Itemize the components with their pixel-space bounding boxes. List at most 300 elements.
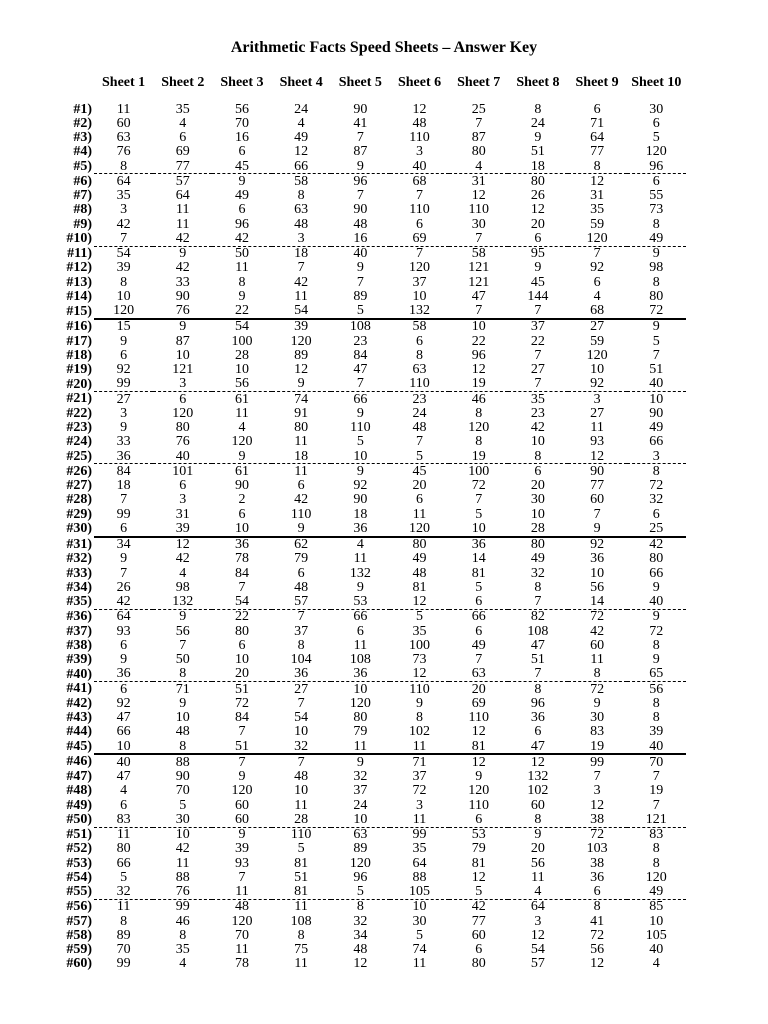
answer-cell: 30 <box>530 492 545 507</box>
answer-cell: 77 <box>471 914 486 929</box>
answer-cell: 8 <box>475 434 483 449</box>
answer-cell: 6 <box>593 275 601 290</box>
answer-cell: 42 <box>153 231 212 246</box>
answer-cell: 10 <box>94 739 153 754</box>
answer-cell: 93 <box>116 624 131 639</box>
table-row <box>58 102 686 116</box>
answer-cell: 12 <box>590 173 605 189</box>
answer-cell: 31 <box>590 188 605 203</box>
answer-cell: 20 <box>212 667 271 682</box>
answer-cell: 12 <box>353 956 368 971</box>
answer-cell: 8 <box>297 928 305 943</box>
answer-cell: 9 <box>475 769 483 784</box>
table-row <box>58 174 686 189</box>
answer-cell: 121 <box>172 362 194 377</box>
answer-cell: 36 <box>590 870 605 885</box>
answer-cell: 9 <box>652 652 660 667</box>
answer-cell: 57 <box>530 956 545 971</box>
answer-cell: 7 <box>238 724 246 739</box>
answer-cell: 12 <box>471 724 486 739</box>
row-label: #55) <box>66 884 92 900</box>
row-label: #22) <box>66 406 92 421</box>
table-row <box>58 914 686 928</box>
answer-cell: 54 <box>530 942 545 957</box>
answer-cell: 30 <box>471 217 486 232</box>
answer-cell: 6 <box>120 681 128 697</box>
answer-cell: 25 <box>471 102 486 117</box>
answer-cell: 71 <box>175 681 190 697</box>
row-label: #57) <box>66 914 92 929</box>
answer-cell: 8 <box>120 275 128 290</box>
answer-cell: 11 <box>176 217 190 232</box>
answer-cell: 6 <box>508 231 567 246</box>
answer-cell: 53 <box>331 595 390 610</box>
answer-cell: 12 <box>390 595 449 610</box>
table-row <box>58 159 686 174</box>
row-label: #6) <box>73 173 92 189</box>
answer-cell: 105 <box>645 928 667 943</box>
row-label: #24) <box>66 434 92 449</box>
answer-cell: 32 <box>649 492 664 507</box>
answer-cell: 64 <box>530 899 545 914</box>
answer-cell: 50 <box>175 652 190 667</box>
answer-cell: 10 <box>175 827 190 842</box>
answer-cell: 9 <box>652 580 660 595</box>
row-label: #16) <box>66 318 92 334</box>
answer-cell: 47 <box>116 769 131 784</box>
answer-cell: 22 <box>212 304 271 319</box>
answer-cell: 4 <box>238 420 246 435</box>
answer-cell: 4 <box>593 289 601 304</box>
answer-cell: 66 <box>116 856 131 871</box>
answer-cell: 34 <box>353 928 368 943</box>
answer-cell: 10 <box>331 812 390 827</box>
answer-cell: 47 <box>508 739 567 754</box>
answer-cell: 77 <box>590 478 605 493</box>
row-label: #59) <box>66 942 92 957</box>
answer-cell: 7 <box>508 377 567 392</box>
answer-cell: 7 <box>297 609 305 624</box>
answer-cell: 96 <box>353 870 368 885</box>
answer-cell: 11 <box>235 942 249 957</box>
header-row <box>58 72 686 94</box>
page-title: Arithmetic Facts Speed Sheets – Answer Key <box>230 39 538 56</box>
answer-cell: 12 <box>590 798 605 813</box>
answer-cell: 30 <box>153 812 212 827</box>
answer-cell: 54 <box>272 304 331 319</box>
table-row <box>58 739 686 754</box>
table-row <box>58 464 686 479</box>
answer-cell: 92 <box>590 260 605 275</box>
row-label: #12) <box>66 260 92 275</box>
answer-cell: 10 <box>175 710 190 725</box>
answer-cell: 10 <box>530 507 545 522</box>
answer-cell: 120 <box>94 304 153 319</box>
answer-cell: 96 <box>353 173 368 189</box>
answer-cell: 6 <box>416 217 424 232</box>
answer-cell: 9 <box>120 652 128 667</box>
row-label: #54) <box>66 870 92 885</box>
answer-cell: 110 <box>390 377 449 392</box>
row-label: #7) <box>73 188 92 203</box>
table-row <box>58 392 686 407</box>
answer-cell: 65 <box>627 667 686 682</box>
answer-cell: 6 <box>179 130 187 145</box>
answer-cell: 54 <box>294 710 309 725</box>
answer-cell: 6 <box>238 144 246 159</box>
answer-cell: 22 <box>234 609 249 624</box>
answer-cell: 79 <box>294 551 309 566</box>
answer-cell: 30 <box>412 914 427 929</box>
row-label: #52) <box>66 841 92 856</box>
answer-cell: 9 <box>652 246 660 261</box>
answer-cell: 24 <box>294 102 309 117</box>
answer-cell: 7 <box>297 260 305 275</box>
answer-cell: 45 <box>212 159 271 174</box>
answer-cell: 6 <box>449 595 508 610</box>
answer-cell: 51 <box>649 362 664 377</box>
answer-cell: 9 <box>593 696 601 711</box>
answer-cell: 6 <box>120 638 128 653</box>
answer-cell: 23 <box>353 334 368 349</box>
answer-cell: 6 <box>356 624 364 639</box>
answer-cell: 64 <box>412 856 427 871</box>
table-row <box>58 377 686 392</box>
table-row <box>58 334 686 348</box>
answer-cell: 5 <box>120 870 128 885</box>
answer-cell: 11 <box>294 463 308 479</box>
answer-cell: 66 <box>353 391 368 407</box>
answer-cell: 10 <box>590 362 605 377</box>
answer-cell: 72 <box>590 681 605 697</box>
answer-cell: 81 <box>272 885 331 900</box>
answer-cell: 49 <box>294 130 309 145</box>
answer-cell: 12 <box>471 188 486 203</box>
row-label-header <box>58 72 94 94</box>
answer-cell: 120 <box>349 856 371 871</box>
answer-cell: 79 <box>471 841 486 856</box>
answer-cell: 19 <box>449 449 508 464</box>
answer-cell: 10 <box>412 289 427 304</box>
answer-cell: 7 <box>238 580 246 595</box>
table-row <box>58 421 686 435</box>
answer-cell: 27 <box>590 406 605 421</box>
answer-cell: 3 <box>120 406 128 421</box>
answer-cell: 6 <box>238 638 246 653</box>
answer-cell: 8 <box>94 159 153 174</box>
answer-cell: 12 <box>530 754 545 770</box>
answer-cell: 49 <box>649 420 664 435</box>
answer-cell: 9 <box>179 696 187 711</box>
answer-cell: 55 <box>649 188 664 203</box>
answer-cell: 48 <box>175 724 190 739</box>
answer-cell: 10 <box>649 914 664 929</box>
answer-cell: 8 <box>652 638 660 653</box>
table-row <box>58 521 686 536</box>
answer-cell: 42 <box>116 217 131 232</box>
answer-cell: 5 <box>449 885 508 900</box>
answer-cell: 58 <box>471 246 486 261</box>
answer-cell: 40 <box>153 449 212 464</box>
table-row <box>58 609 686 624</box>
sheet-header: Sheet 1 <box>102 75 146 90</box>
answer-cell: 33 <box>116 434 131 449</box>
answer-cell: 92 <box>568 377 627 392</box>
answer-cell: 51 <box>294 870 309 885</box>
answer-cell: 88 <box>412 870 427 885</box>
answer-cell: 34 <box>116 537 131 552</box>
table-row <box>58 116 686 130</box>
answer-cell: 30 <box>590 710 605 725</box>
row-label: #37) <box>66 624 92 639</box>
answer-cell: 12 <box>294 362 309 377</box>
row-label: #51) <box>66 827 92 842</box>
table-row <box>58 552 686 566</box>
answer-cell: 9 <box>356 406 364 421</box>
answer-cell: 99 <box>175 899 190 914</box>
answer-cell: 110 <box>290 507 312 522</box>
answer-cell: 11 <box>212 885 271 900</box>
answer-cell: 7 <box>416 434 424 449</box>
answer-cell: 27 <box>530 362 545 377</box>
answer-cell: 51 <box>212 739 271 754</box>
answer-cell: 90 <box>175 289 190 304</box>
answer-cell: 78 <box>234 551 249 566</box>
answer-cell: 96 <box>530 696 545 711</box>
answer-cell: 87 <box>471 130 486 145</box>
answer-cell: 10 <box>294 783 309 798</box>
answer-cell: 120 <box>231 914 253 929</box>
row-label: #43) <box>66 710 92 725</box>
answer-cell: 3 <box>179 492 187 507</box>
answer-cell: 63 <box>449 667 508 682</box>
answer-cell: 11 <box>390 812 449 827</box>
answer-cell: 39 <box>234 841 249 856</box>
answer-cell: 105 <box>390 885 449 900</box>
answer-cell: 18 <box>508 159 567 174</box>
answer-cell: 12 <box>568 449 627 464</box>
row-label: #27) <box>66 478 92 493</box>
answer-cell: 10 <box>175 348 190 363</box>
answer-cell: 120 <box>645 870 667 885</box>
answer-cell: 37 <box>530 319 545 334</box>
row-label: #46) <box>66 754 92 770</box>
answer-cell: 132 <box>153 595 212 610</box>
answer-cell: 5 <box>331 304 390 319</box>
table-row <box>58 711 686 725</box>
answer-cell: 9 <box>356 260 364 275</box>
row-label: #50) <box>66 812 92 827</box>
answer-cell: 81 <box>471 566 486 581</box>
answer-cell: 42 <box>294 492 309 507</box>
answer-cell: 11 <box>116 102 131 117</box>
answer-cell: 5 <box>356 434 364 449</box>
row-label: #10) <box>66 231 92 246</box>
answer-cell: 99 <box>412 827 427 842</box>
answer-cell: 37 <box>412 275 427 290</box>
answer-cell: 3 <box>153 377 212 392</box>
answer-cell: 3 <box>120 202 128 217</box>
sheet-header: Sheet 4 <box>279 75 323 90</box>
answer-cell: 63 <box>353 827 368 842</box>
answer-cell: 35 <box>590 202 605 217</box>
row-label: #41) <box>66 681 92 697</box>
answer-cell: 92 <box>353 478 368 493</box>
answer-cell: 87 <box>175 334 190 349</box>
answer-cell: 100 <box>409 638 431 653</box>
answer-cell: 89 <box>294 348 309 363</box>
answer-cell: 32 <box>530 566 545 581</box>
answer-cell: 102 <box>409 724 431 739</box>
answer-cell: 72 <box>649 478 664 493</box>
table-row <box>58 754 686 769</box>
table-row <box>58 580 686 594</box>
row-label: #15) <box>66 303 92 319</box>
answer-cell: 18 <box>272 449 331 464</box>
answer-cell: 47 <box>471 289 486 304</box>
answer-cell: 40 <box>649 942 664 957</box>
answer-cell: 84 <box>234 710 249 725</box>
answer-cell: 6 <box>416 334 424 349</box>
answer-cell: 68 <box>568 304 627 319</box>
answer-cell: 70 <box>234 116 249 131</box>
answer-cell: 72 <box>590 609 605 624</box>
answer-cell: 11 <box>590 420 604 435</box>
answer-cell: 9 <box>179 246 187 261</box>
answer-cell: 110 <box>290 827 312 842</box>
answer-cell: 120 <box>231 434 253 449</box>
answer-cell: 23 <box>530 406 545 421</box>
answer-cell: 80 <box>530 537 545 552</box>
answer-cell: 5 <box>297 841 305 856</box>
answer-cell: 80 <box>471 144 486 159</box>
answer-cell: 76 <box>116 144 131 159</box>
answer-cell: 56 <box>212 377 271 392</box>
row-label: #4) <box>73 144 92 159</box>
answer-cell: 100 <box>468 463 490 479</box>
answer-cell: 8 <box>534 580 542 595</box>
table-row <box>58 145 686 159</box>
answer-cell: 6 <box>475 942 483 957</box>
answer-cell: 84 <box>234 566 249 581</box>
answer-cell: 7 <box>508 304 567 319</box>
answer-cell: 5 <box>652 130 660 145</box>
table-row <box>58 203 686 217</box>
answer-cell: 80 <box>649 551 664 566</box>
answer-cell: 85 <box>649 899 664 914</box>
answer-cell: 80 <box>471 956 486 971</box>
answer-cell: 9 <box>356 580 364 595</box>
answer-cell: 9 <box>179 319 187 334</box>
row-label: #30) <box>66 521 92 537</box>
answer-cell: 62 <box>294 537 309 552</box>
answer-cell: 144 <box>527 289 549 304</box>
answer-cell: 40 <box>390 159 449 174</box>
answer-cell: 9 <box>120 334 128 349</box>
answer-cell: 89 <box>353 841 368 856</box>
answer-cell: 31 <box>175 507 190 522</box>
answer-cell: 8 <box>568 667 627 682</box>
answer-cell: 9 <box>534 130 542 145</box>
answer-cell: 54 <box>116 246 131 261</box>
sheet-header: Sheet 2 <box>161 75 205 90</box>
table-row <box>58 131 686 145</box>
answer-cell: 8 <box>153 739 212 754</box>
answer-cell: 4 <box>356 537 364 552</box>
answer-cell: 48 <box>234 899 249 914</box>
answer-cell: 30 <box>649 102 664 117</box>
answer-cell: 18 <box>116 478 131 493</box>
table-row <box>58 246 686 261</box>
row-label: #8) <box>73 202 92 217</box>
answer-cell: 8 <box>593 899 601 914</box>
answer-cell: 58 <box>412 319 427 334</box>
answer-cell: 46 <box>471 391 486 407</box>
answer-cell: 9 <box>238 289 246 304</box>
answer-cell: 57 <box>175 173 190 189</box>
sheet-header: Sheet 3 <box>220 75 264 90</box>
answer-cell: 36 <box>272 667 331 682</box>
answer-cell: 37 <box>412 769 427 784</box>
answer-cell: 6 <box>297 478 305 493</box>
table-row <box>58 231 686 246</box>
answer-cell: 60 <box>212 812 271 827</box>
answer-cell: 6 <box>179 478 187 493</box>
answer-cell: 92 <box>116 362 131 377</box>
answer-cell: 8 <box>534 681 542 697</box>
answer-cell: 60 <box>590 638 605 653</box>
answer-cell: 11 <box>353 551 368 566</box>
answer-cell: 108 <box>290 914 312 929</box>
answer-cell: 96 <box>234 217 249 232</box>
answer-cell: 8 <box>356 899 364 914</box>
answer-cell: 74 <box>294 391 309 407</box>
answer-cell: 7 <box>534 348 542 363</box>
answer-cell: 23 <box>412 391 427 407</box>
sheet-header: Sheet 9 <box>575 75 619 90</box>
answer-cell: 77 <box>590 144 605 159</box>
answer-cell: 59 <box>590 217 605 232</box>
answer-cell: 3 <box>272 231 331 246</box>
answer-cell: 49 <box>627 885 686 900</box>
answer-cell: 49 <box>627 231 686 246</box>
answer-cell: 90 <box>353 202 368 217</box>
answer-cell: 63 <box>412 362 427 377</box>
answer-cell: 40 <box>627 377 686 392</box>
table-row <box>58 943 686 957</box>
answer-cell: 40 <box>353 246 368 261</box>
answer-cell: 83 <box>590 724 605 739</box>
answer-cell: 6 <box>534 724 542 739</box>
answer-cell: 80 <box>412 537 427 552</box>
answer-cell: 8 <box>120 914 128 929</box>
row-label: #39) <box>66 652 92 667</box>
answer-cell: 42 <box>471 899 486 914</box>
answer-cell: 6 <box>120 798 128 813</box>
answer-cell: 108 <box>349 319 371 334</box>
row-label: #48) <box>66 783 92 798</box>
answer-cell: 98 <box>649 260 664 275</box>
answer-cell: 92 <box>590 537 605 552</box>
answer-cell: 11 <box>390 739 449 754</box>
answer-cell: 48 <box>412 566 427 581</box>
row-label: #58) <box>66 928 92 943</box>
answer-cell: 82 <box>530 609 545 624</box>
answer-cell: 120 <box>349 696 371 711</box>
answer-cell: 22 <box>530 334 545 349</box>
answer-cell: 96 <box>627 159 686 174</box>
answer-cell: 83 <box>94 812 153 827</box>
